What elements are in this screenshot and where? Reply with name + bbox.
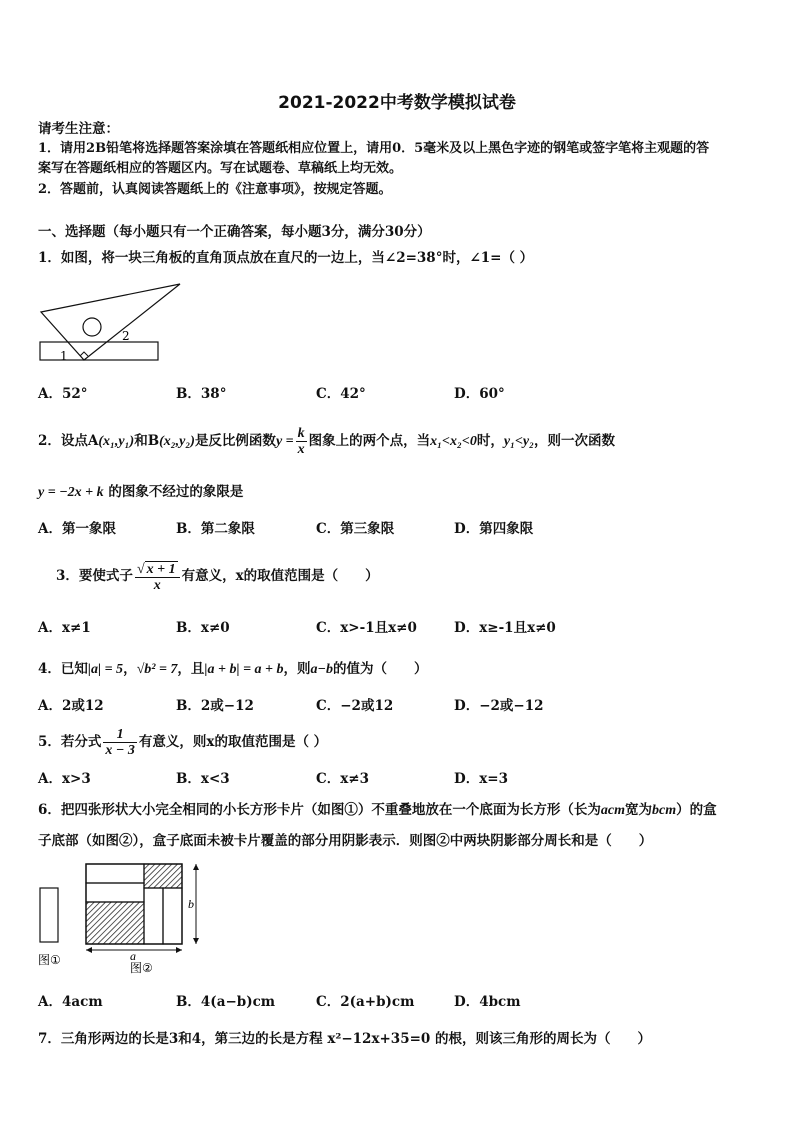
q2-linear-func: y = −2x + k <box>38 485 104 500</box>
q2-fraction-den: x <box>297 442 305 457</box>
q2-point-b-coords: (x₂,y₂) <box>159 434 195 449</box>
q4-option-d[interactable]: D．−2或−12 <box>454 698 544 714</box>
q5-part-1: 5．若分式 <box>38 734 102 750</box>
page-title: 2021-2022中考数学模拟试卷 <box>278 93 516 113</box>
fig1-label: 图① <box>38 953 61 967</box>
q3-fraction <box>135 561 180 593</box>
q6-figure <box>36 858 216 978</box>
q5-fraction <box>103 727 136 758</box>
q2-part-2: 和 <box>134 433 148 449</box>
q2-stem <box>38 424 615 459</box>
q5-stem <box>38 724 327 760</box>
q2-line-2-text: 的图象不经过的象限是 <box>108 484 244 500</box>
notice-line-2: 2．答题前，认真阅读答题纸上的《注意事项》，按规定答题。 <box>38 182 392 197</box>
q4-part-5: 的值为（ ） <box>333 661 428 677</box>
q1-figure <box>36 282 186 364</box>
q2-condition-x: x₁<x₂<0 <box>430 434 477 449</box>
arrow-up-icon <box>193 864 199 870</box>
q4-option-a[interactable]: A．2或12 <box>38 698 104 714</box>
q6-acm: acm <box>600 803 626 818</box>
q5-fraction-den: x − 3 <box>105 743 135 758</box>
q2-point-a: A <box>87 433 99 449</box>
arrow-right-icon <box>176 947 182 953</box>
q1-option-d[interactable]: D．60° <box>454 386 505 402</box>
q3-part-2: 有意义，x的取值范围是（ ） <box>181 568 379 584</box>
notice-line-1: 1．请用2B铅笔将选择题答案涂填在答题纸相应位置上，请用0．5毫米及以上黑色字迹的钢笔或签字笔将主观题的答 <box>38 141 710 156</box>
q2-part-1: 2．设点 <box>38 433 88 449</box>
q5-part-2: 有意义，则x的取值范围是（ ） <box>138 734 328 750</box>
q4-stem <box>38 660 428 679</box>
q2-option-c[interactable]: C．第三象限 <box>316 521 395 537</box>
q2-fraction <box>296 426 307 457</box>
plate-hole-shape <box>83 318 101 336</box>
q6-line-1c: ）的盒 <box>676 802 717 818</box>
q3-stem <box>56 558 379 594</box>
section-heading: 一、选择题（每小题只有一个正确答案，每小题3分，满分30分） <box>38 224 431 240</box>
card-vertical-2 <box>163 888 182 944</box>
q7-stem: 7．三角形两边的长是3和4，第三边的长是方程 x²−12x+35=0 的根，则该三角形的周长为（ ） <box>38 1031 651 1047</box>
q5-option-a[interactable]: A．x>3 <box>38 771 91 787</box>
q6-bcm: bcm <box>652 803 677 818</box>
notice-line-1b: 案写在答题纸相应的答题区内。写在试题卷、草稿纸上均无效。 <box>38 161 403 176</box>
card-top-1 <box>86 864 144 883</box>
q4-abs-sum: |a + b| = a + b <box>204 662 284 677</box>
q2-part-6: ，则一次函数 <box>534 433 616 449</box>
q6-option-a[interactable]: A．4acm <box>38 994 103 1010</box>
dimension-a-label: a <box>130 949 136 963</box>
q3-option-d[interactable]: D．x≥-1且x≠0 <box>454 620 556 636</box>
angle-2-label: 2 <box>122 329 130 343</box>
angle-1-label: 1 <box>60 349 68 363</box>
q4-sqrt-b: √b² = 7 <box>136 662 178 677</box>
ruler-shape <box>40 342 158 360</box>
q5-fraction-num: 1 <box>103 727 136 743</box>
fig2-label: 图② <box>130 961 153 975</box>
q2-condition-y: y₁<y₂ <box>503 434 535 449</box>
q3-option-b[interactable]: B．x≠0 <box>176 620 230 636</box>
q2-part-4: 图象上的两个点，当 <box>308 433 431 449</box>
q6-option-b[interactable]: B．4(a−b)cm <box>176 994 276 1010</box>
q2-part-3: 是反比例函数 <box>194 433 276 449</box>
card-vertical-1 <box>144 888 163 944</box>
arrow-left-icon <box>86 947 92 953</box>
q6-line-2: 子底部（如图②），盒子底面未被卡片覆盖的部分用阴影表示．则图②中两块阴影部分周长和是（ ） <box>38 833 653 849</box>
q6-option-d[interactable]: D．4bcm <box>454 994 521 1010</box>
dimension-b-label: b <box>188 897 194 911</box>
q3-sqrt-content: x + 1 <box>146 561 176 577</box>
card-shape <box>40 888 58 942</box>
q2-option-d[interactable]: D．第四象限 <box>454 521 534 537</box>
q4-part-4: ，则 <box>283 661 311 677</box>
q1-option-a[interactable]: A．52° <box>38 386 88 402</box>
right-angle-mark <box>80 352 88 356</box>
q3-fraction-den: x <box>153 577 161 593</box>
q5-option-d[interactable]: D．x=3 <box>454 771 508 787</box>
shaded-bottom-left <box>86 902 144 944</box>
q2-option-a[interactable]: A．第一象限 <box>38 521 116 537</box>
q4-option-b[interactable]: B．2或−12 <box>176 698 254 714</box>
q2-point-a-coords: (x₁,y₁) <box>98 434 135 449</box>
card-top-2 <box>86 883 144 902</box>
q6-line-1a: 6．把四张形状大小完全相同的小长方形卡片（如图①）不重叠地放在一个底面为长方形（长为 <box>38 802 601 818</box>
q2-func-lhs: y = <box>275 434 294 449</box>
shaded-top-right <box>144 864 182 888</box>
q3-option-c[interactable]: C．x>-1且x≠0 <box>316 620 417 636</box>
q1-option-b[interactable]: B．38° <box>176 386 227 402</box>
q2-part-5: 时， <box>476 433 504 449</box>
q6-option-c[interactable]: C．2(a+b)cm <box>316 994 415 1010</box>
q4-abs-a: |a| = 5 <box>87 662 124 677</box>
q3-part-1: 3．要使式子 <box>56 568 133 584</box>
q3-option-a[interactable]: A．x≠1 <box>38 620 91 636</box>
q1-option-c[interactable]: C．42° <box>316 386 366 402</box>
q1-stem: 1．如图，将一块三角板的直角顶点放在直尺的一边上，当∠2=38°时，∠1=（ ） <box>38 250 534 266</box>
q6-line-1b: 宽为 <box>625 802 653 818</box>
arrow-down-icon <box>193 938 199 944</box>
q4-part-2: ， <box>123 661 137 677</box>
q4-diff: a−b <box>310 662 334 677</box>
notice-heading: 请考生注意： <box>38 121 119 137</box>
q5-option-c[interactable]: C．x≠3 <box>316 771 369 787</box>
q6-line-1 <box>38 801 717 820</box>
q2-option-b[interactable]: B．第二象限 <box>176 521 255 537</box>
q5-option-b[interactable]: B．x<3 <box>176 771 230 787</box>
q3-fraction-num: √ x + 1 <box>135 561 180 578</box>
q2-fraction-num: k <box>297 426 305 441</box>
q2-point-b: B <box>147 433 160 449</box>
q4-part-1: 4．已知 <box>38 661 88 677</box>
q4-option-c[interactable]: C．−2或12 <box>316 698 394 714</box>
q2-line-2 <box>38 483 243 502</box>
q4-part-3: ，且 <box>177 661 205 677</box>
